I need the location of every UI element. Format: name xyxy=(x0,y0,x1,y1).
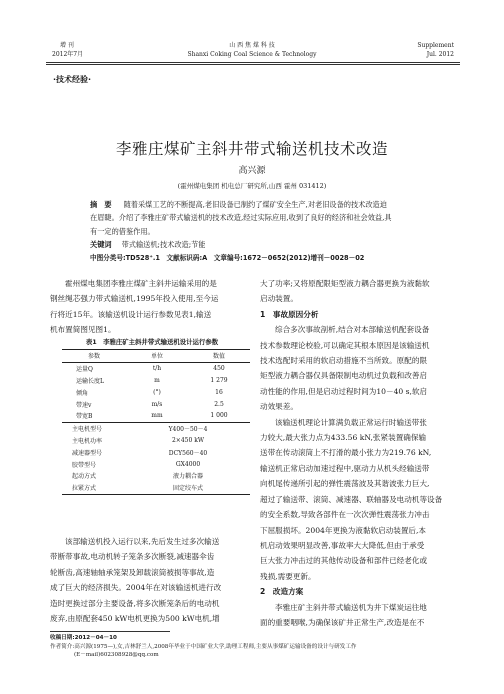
text-line: 该输送机理论计算满负载正常运行时输送带张 xyxy=(275,417,427,427)
table-row: 胶带型号 GX4000 xyxy=(72,460,201,469)
journal-date-cn: 2012年7月 xyxy=(52,51,84,58)
section-heading-2: 2 改造方案 xyxy=(260,587,304,597)
text-line: 超过了输送带、滚筒、减速器、联轴器及电动机等设备 xyxy=(260,494,443,504)
table-row: 起动方式 液力耦合器 xyxy=(72,473,203,481)
text-line: 李雅庄矿主斜井带式输送机为井下煤炭运往地 xyxy=(275,602,427,612)
table-row: 带速v m/s 2.5 xyxy=(76,400,224,409)
text-line: 机布置简图见图1。 xyxy=(50,325,116,335)
journal-issue-label: 增 刊 xyxy=(60,42,74,49)
header-rule xyxy=(46,62,460,63)
footnote-rule xyxy=(50,631,170,632)
article-author: 高兴源 xyxy=(238,166,266,176)
abstract-line: 有一定的借鉴作用。 xyxy=(90,226,155,236)
table-row: 带宽B mm 1 000 xyxy=(62,410,250,422)
author-email: (E－mail)602308928@qq.com xyxy=(74,652,159,659)
text-line: 技术选配时采用的软启动措施不当所致。原配的限 xyxy=(260,356,428,366)
text-line: 废弃,由原配套450 kW电机更换为500 kW电机,增 xyxy=(50,614,220,624)
journal-name-cn: 山 西 焦 煤 科 技 xyxy=(229,42,275,49)
text-line: 送带在传动滚筒上不打滑的最小张力为219.76 kN, xyxy=(260,448,432,458)
author-bio: 作者简介:高兴源(1975—),女,吉林舒兰人,2008年毕业于中国矿业大学,助理工程师,主要从事煤矿运输设备的设计与研发工作 xyxy=(50,643,357,650)
received-date: 收稿日期:2012－04－10 xyxy=(50,635,117,641)
text-line: 钢丝绳芯强力带式输送机,1995年投入使用,至今运 xyxy=(50,294,219,304)
journal-date-en: Jul. 2012 xyxy=(426,51,454,58)
article-affiliation: (霍州煤电集团 机电总厂研究所,山西 霍州 031412) xyxy=(177,182,327,190)
abstract-line: 在眉睫。介绍了李雅庄矿带式输送机的技术改造,经过实际应用,收到了良好的经济和社会效益,具 xyxy=(90,213,392,223)
params-table xyxy=(62,349,250,495)
text-line: 该部输送机投入运行以来,先后发生过多次输送 xyxy=(65,537,220,546)
text-line: 的安全系数,导致各部件在一次次弹性震荡张力冲击 xyxy=(260,510,430,520)
text-line: 轮断齿,高速轴轴承笼架及卸载滚筒被损等事故,造 xyxy=(50,567,215,577)
keywords: 带式输送机;技术改造;节能 xyxy=(121,240,206,250)
text-line: 输送机正常启动加速过程中,驱动力从机头经输送带 xyxy=(260,463,430,473)
text-line: 技术参数理论校验,可以确定其根本原因是该输送机 xyxy=(260,340,430,350)
table-row: 倾角 (°) 16 xyxy=(76,388,223,397)
header-rule-thin xyxy=(46,64,460,65)
text-line: 向机尾传递所引起的弹性震荡波及其谐波张力巨大, xyxy=(260,479,430,489)
text-line: 综合多次事故剖析,结合对本部输送机配套设备 xyxy=(275,325,430,335)
journal-name-en: Shanxi Coking Coal Science & Technology xyxy=(187,51,317,58)
table-row: 减速器型号 DCY560－40 xyxy=(72,449,208,457)
table-row: 主电机型号 Y400－50－4 xyxy=(72,426,208,434)
article-title: 李雅庄煤矿主斜井带式输送机技术改造 xyxy=(115,140,388,158)
text-line: 行将近15年。该输送机设计运行参数见表1,输送 xyxy=(50,309,212,319)
table-row: 主电机功率 2×450 kW xyxy=(72,436,204,445)
text-line: 矩型液力耦合器仅具备限制电动机过负载和改善启 xyxy=(260,371,428,381)
text-line: 力较大,最大张力点为433.56 kN,张紧装置确保输 xyxy=(260,433,427,443)
text-line: 下屈服损坏。2004年更换为液黏软启动装置后,本 xyxy=(260,525,427,535)
table-caption: 表1 李雅庄矿主斜井带式输送机设计运行参数 xyxy=(85,338,219,346)
table-header: 单位 xyxy=(150,353,163,361)
failure-paragraph xyxy=(50,534,254,626)
intro-paragraph xyxy=(50,276,254,338)
text-line: 霍州煤电集团李雅庄煤矿主斜井运输采用的是 xyxy=(65,279,217,288)
text-line: 面的重要咽喉,为确保该矿井正常生产,改造是在不 xyxy=(260,617,425,627)
text-line: 动效果差。 xyxy=(260,402,298,412)
table-header: 数值 xyxy=(212,353,225,361)
text-line: 造时更换过部分主要设备,将多次断笼条后的电动机 xyxy=(50,598,220,608)
classification-line: 中图分类号:TD528⁺.1 文献标识码:A 文章编号:1672－0652(2012)增刊－0028－02 xyxy=(90,253,365,262)
abstract-line: 随着采煤工艺的不断提高,老旧设备已制约了煤矿安全生产,对老旧设备的技术改造迫 xyxy=(123,200,387,209)
text-line: 残损,需要更新。 xyxy=(260,571,316,581)
right-column xyxy=(260,276,464,630)
text-line: 成了巨大的经济损失。2004年在对该输送机进行改 xyxy=(50,583,222,593)
supplement-label: Supplement xyxy=(417,42,454,49)
footnote xyxy=(50,634,470,660)
table-row: 运输长度L m 1 279 xyxy=(76,376,228,385)
table-row: 拉紧方式 固定绞车式 xyxy=(72,485,203,493)
table-row: 运量Q t/h 450 xyxy=(76,365,225,374)
keywords-label: 关键词 xyxy=(90,240,112,250)
section-label: ·技术经验· xyxy=(53,75,92,84)
table-header: 参数 xyxy=(87,353,100,361)
abstract-label: 摘 要 xyxy=(90,200,112,209)
text-line: 动性能的作用,但是启动过程时间为10－40 s,软启 xyxy=(260,386,428,396)
text-line: 带断带事故,电动机转子笼条多次断裂,减速器伞齿 xyxy=(50,552,215,562)
text-line: 巨大张力冲击过的其他传动设备和部件已经老化或 xyxy=(260,556,428,566)
text-line: 大了功率;又将原配限矩型液力耦合器更换为液黏软 xyxy=(260,279,430,288)
text-line: 机启动效果明显改善,事故率大大降低,但由于承受 xyxy=(260,540,425,550)
abstract-block xyxy=(90,198,420,265)
section-heading-1: 1 事故原因分析 xyxy=(260,309,319,319)
text-line: 启动装置。 xyxy=(260,294,298,304)
